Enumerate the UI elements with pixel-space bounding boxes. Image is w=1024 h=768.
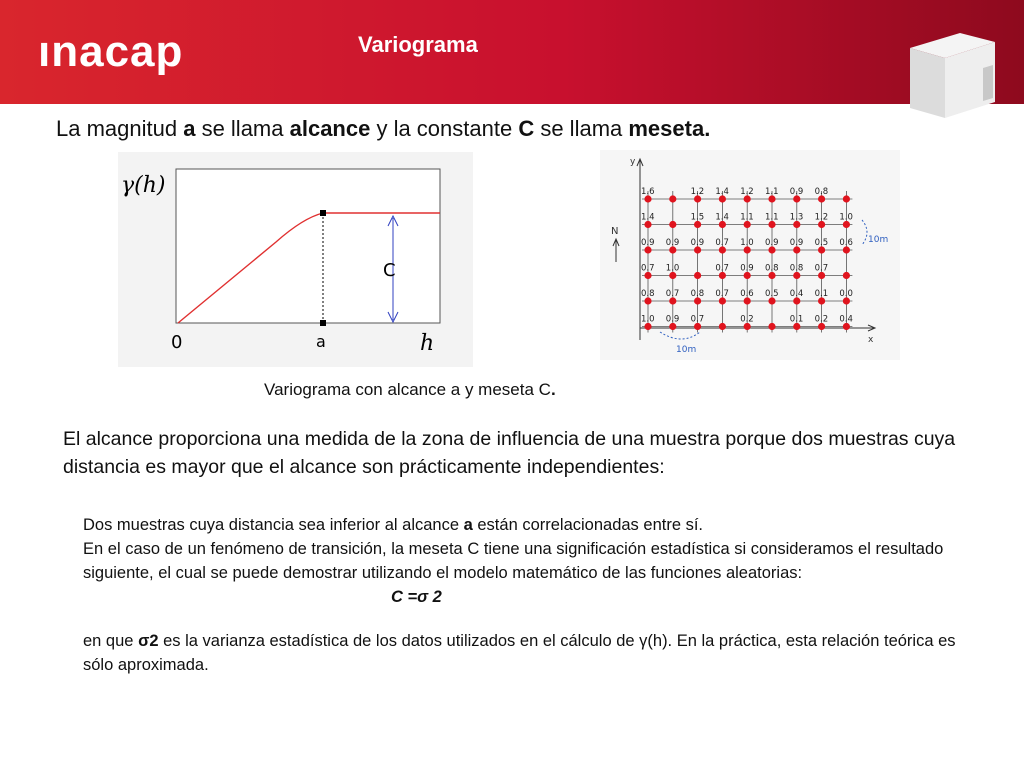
sample-value-label: 1.0 xyxy=(665,263,680,274)
line-correlation xyxy=(83,513,983,537)
sample-value-label: 0.2 xyxy=(814,314,829,325)
sample-value-label: 0.8 xyxy=(814,187,829,197)
sample-point xyxy=(768,323,775,330)
formula-sill-variance: C =σ 2 xyxy=(391,588,442,606)
variogram-figure xyxy=(118,152,473,367)
sample-value-label: 1.0 xyxy=(839,212,853,223)
heading-bold: alcance xyxy=(289,116,371,141)
north-label: N xyxy=(611,226,619,237)
sample-value-label: 0.6 xyxy=(839,238,853,248)
sample-point xyxy=(843,272,850,279)
header-bar xyxy=(0,0,1024,104)
sample-value-label: 1.0 xyxy=(740,238,754,248)
slide-heading xyxy=(56,116,710,142)
sample-value-label: 0.8 xyxy=(789,263,804,274)
sample-value-label: 0.4 xyxy=(839,314,853,325)
heading-text: se llama xyxy=(534,116,629,141)
sample-value-label: 0.7 xyxy=(715,289,729,299)
text-span: en que xyxy=(83,632,139,650)
slide-title: Variograma xyxy=(358,32,478,57)
x-axis-label: h xyxy=(420,331,435,356)
caption-dot: . xyxy=(550,380,556,399)
sample-value-label: 0.1 xyxy=(814,289,829,299)
grid-y-axis-label: y xyxy=(630,157,636,167)
sample-value-label: 0.5 xyxy=(814,238,829,248)
sample-value-label: 0.9 xyxy=(690,238,705,248)
heading-bold: C xyxy=(518,116,535,141)
heading-bold: meseta. xyxy=(628,116,711,141)
sample-value-label: 1.6 xyxy=(641,187,655,197)
sample-value-label: 0.9 xyxy=(789,238,804,248)
heading-text: La magnitud xyxy=(56,116,184,141)
sample-value-label: 0.8 xyxy=(690,289,705,299)
line-transition: En el caso de un fenómeno de transición, la meseta C tiene una significación estadística si consideramos el resultado siguiente, el cual se puede demostrar utilizando el modelo matemático de las funciones aleatorias: xyxy=(83,540,944,582)
sample-point xyxy=(669,221,676,228)
spacing-label-bottom: 10m xyxy=(676,345,697,355)
range-label: a xyxy=(316,332,326,351)
sample-value-label: 0.7 xyxy=(715,238,729,248)
sample-point xyxy=(694,272,701,279)
bold-a: a xyxy=(463,516,473,534)
sample-point xyxy=(669,195,676,202)
paragraph-sill-explanation xyxy=(83,513,983,677)
sample-value-label: 1.5 xyxy=(690,212,705,223)
sample-value-label: 0.7 xyxy=(641,263,655,274)
inacap-logo: ınacap xyxy=(38,27,184,76)
sample-value-label: 1.3 xyxy=(789,212,804,223)
sample-value-label: 0.1 xyxy=(789,314,804,325)
origin-label: 0 xyxy=(171,332,183,353)
sample-value-label: 0.9 xyxy=(665,314,680,325)
sample-value-label: 1.2 xyxy=(690,187,705,197)
bold-sigma: σ2 xyxy=(138,632,159,650)
caption-text: Variograma con alcance a y meseta C xyxy=(264,380,551,399)
grid-x-axis-label: x xyxy=(868,335,874,345)
sample-grid-figure xyxy=(600,150,900,360)
line-variance xyxy=(83,629,983,677)
sample-value-label: 1.4 xyxy=(715,187,729,197)
sample-value-label: 1.4 xyxy=(715,212,729,223)
sample-value-label: 1.2 xyxy=(814,212,829,223)
sample-value-label: 1.1 xyxy=(765,212,779,223)
paragraph-range-definition: El alcance proporciona una medida de la zona de influencia de una muestra porque dos muestras cuya distancia es mayor que el alcance son prácticamente independientes: xyxy=(63,428,956,478)
sample-point xyxy=(843,195,850,202)
text-span: Dos muestras cuya distancia sea inferior al alcance xyxy=(83,516,464,534)
sample-value-label: 0.7 xyxy=(814,263,829,274)
sample-value-label: 1.1 xyxy=(765,187,779,197)
sample-value-label: 0.2 xyxy=(740,314,754,325)
sample-value-label: 0.0 xyxy=(839,289,853,299)
sample-value-label: 1.1 xyxy=(740,212,754,223)
sample-value-label: 0.7 xyxy=(690,314,705,325)
sample-value-label: 1.0 xyxy=(641,314,655,325)
heading-text: se llama xyxy=(195,116,290,141)
sample-value-label: 0.9 xyxy=(740,263,754,274)
sample-value-label: 0.9 xyxy=(665,238,680,248)
cube-logo-icon xyxy=(905,28,1000,118)
spacing-label-right: 10m xyxy=(868,235,889,245)
text-span: es la varianza estadística de los datos utilizados en el cálculo de γ(h). En la práctica, esta relación teórica es sólo aproximada. xyxy=(83,632,956,674)
sample-value-label: 0.7 xyxy=(715,263,729,274)
sill-label: C xyxy=(383,260,396,281)
sample-value-label: 0.9 xyxy=(789,187,804,197)
sample-value-label: 0.7 xyxy=(665,289,680,299)
sample-value-label: 0.4 xyxy=(789,289,804,299)
sample-value-label: 0.8 xyxy=(765,263,779,274)
heading-bold: a xyxy=(183,116,196,141)
sample-value-label: 0.8 xyxy=(641,289,655,299)
sample-value-label: 0.9 xyxy=(765,238,779,248)
sample-value-label: 0.9 xyxy=(641,238,655,248)
heading-text: y la constante xyxy=(370,116,519,141)
sample-value-label: 0.5 xyxy=(765,289,779,299)
sample-point xyxy=(719,323,726,330)
sample-value-label: 1.2 xyxy=(740,187,754,197)
figure-caption xyxy=(264,380,556,400)
sample-value-label: 0.6 xyxy=(740,289,754,299)
text-span: están correlacionadas entre sí. xyxy=(472,516,704,534)
sample-value-label: 1.4 xyxy=(641,212,655,223)
y-axis-label: γ(h) xyxy=(121,173,166,198)
